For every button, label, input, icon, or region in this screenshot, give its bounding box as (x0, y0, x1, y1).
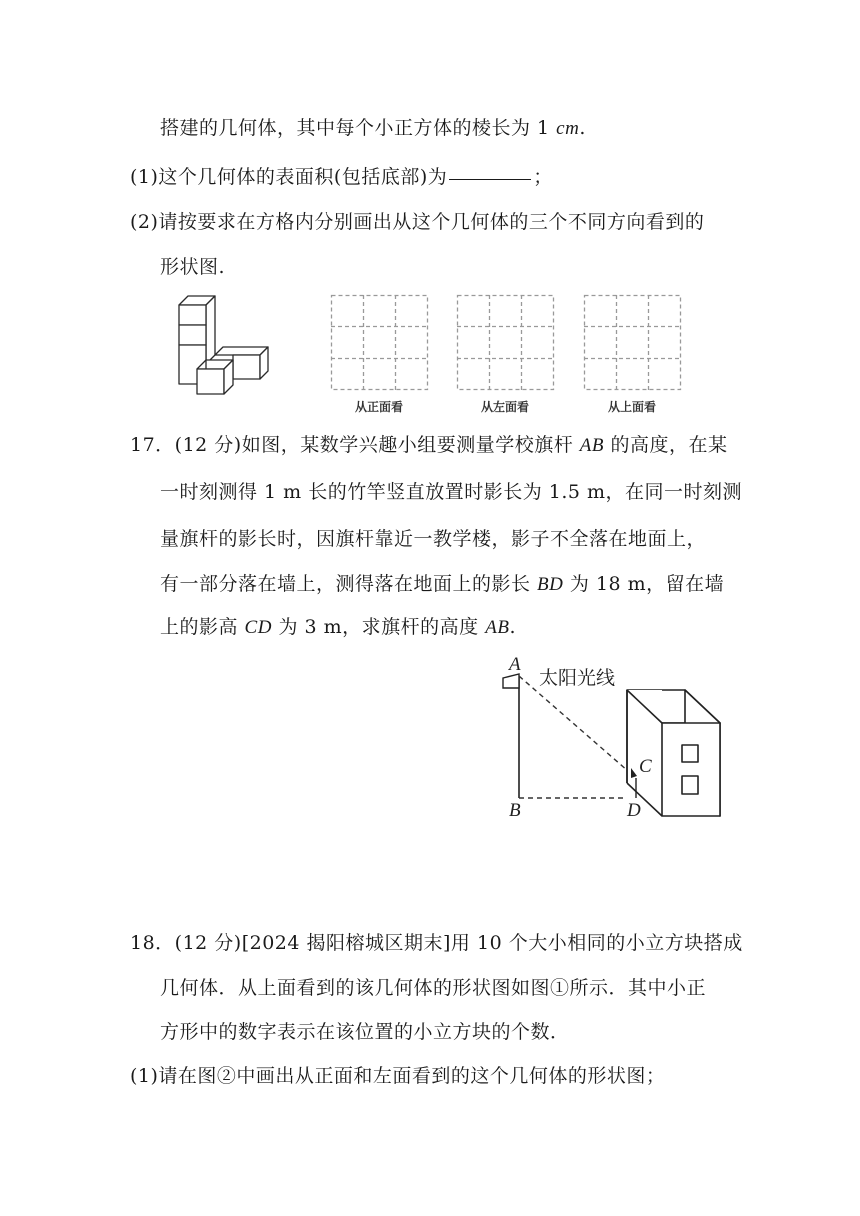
q17-line4-text: 有一部分落在墙上，测得落在地面上的影长 (160, 573, 538, 595)
q16-part1-end: ； (533, 166, 553, 188)
q16-line1-end: . (579, 117, 586, 139)
q16-part2-line2: 形状图. (160, 256, 226, 278)
q17-line4-end: 为 18 m，留在墙 (563, 573, 725, 595)
q16-line1 (160, 113, 586, 140)
top-view-caption: 从上面看 (608, 400, 657, 414)
unit-cm: cm (556, 118, 580, 139)
building (627, 690, 720, 816)
q17-line1-text: 17．(12 分)如图，某数学兴趣小组要测量学校旗杆 (130, 434, 580, 456)
label-a: A (509, 654, 521, 675)
q17-line1-end: 的高度，在某 (603, 434, 728, 456)
q17-line5-mid: 为 3 m，求旗杆的高度 (271, 616, 486, 638)
q17-line4 (160, 569, 724, 596)
q17-var-ab-2: AB (485, 617, 510, 638)
flagpole-figure (495, 650, 735, 825)
q17-line5 (160, 612, 516, 639)
answer-blank[interactable] (449, 179, 531, 180)
q18-line2: 几何体．从上面看到的该几何体的形状图如图①所示．其中小正 (160, 977, 707, 999)
sun-ray (519, 676, 636, 778)
cube-solid-figure (170, 290, 280, 400)
top-view-grid[interactable] (584, 295, 681, 390)
q17-line1 (130, 430, 728, 457)
left-view-grid[interactable] (457, 295, 554, 390)
label-b: B (509, 800, 521, 821)
label-d: D (627, 800, 641, 821)
q18-line3: 方形中的数字表示在该位置的小立方块的个数． (160, 1021, 570, 1043)
front-view-grid[interactable] (331, 295, 428, 390)
q16-part2-line1: (2)请按要求在方格内分别画出从这个几何体的三个不同方向看到的 (130, 211, 705, 233)
q17-line2: 一时刻测得 1 m 长的竹竿竖直放置时影长为 1.5 m，在同一时刻测 (160, 481, 743, 503)
q17-line5-end: . (509, 616, 516, 638)
q16-line1-text: 搭建的几何体，其中每个小正方体的棱长为 1 (160, 117, 557, 139)
q16-part1 (130, 162, 553, 189)
q17-var-ab: AB (579, 435, 604, 456)
q17-var-cd: CD (244, 617, 272, 638)
q16-part1-text: (1)这个几何体的表面积(包括底部)为 (130, 166, 448, 188)
q17-var-bd: BD (537, 574, 564, 595)
sun-ray-label: 太阳光线 (539, 667, 616, 689)
label-c: C (639, 756, 652, 777)
front-view-caption: 从正面看 (355, 400, 404, 414)
left-view-caption: 从左面看 (481, 400, 530, 414)
q17-line3: 量旗杆的影长时，因旗杆靠近一教学楼，影子不全落在地面上， (160, 528, 707, 550)
flag (503, 674, 519, 688)
q17-line5-text: 上的影高 (160, 616, 245, 638)
q18-part1: (1)请在图②中画出从正面和左面看到的这个几何体的形状图； (130, 1065, 666, 1087)
q18-line1: 18．(12 分)[2024 揭阳榕城区期末]用 10 个大小相同的小立方块搭成 (130, 932, 743, 954)
